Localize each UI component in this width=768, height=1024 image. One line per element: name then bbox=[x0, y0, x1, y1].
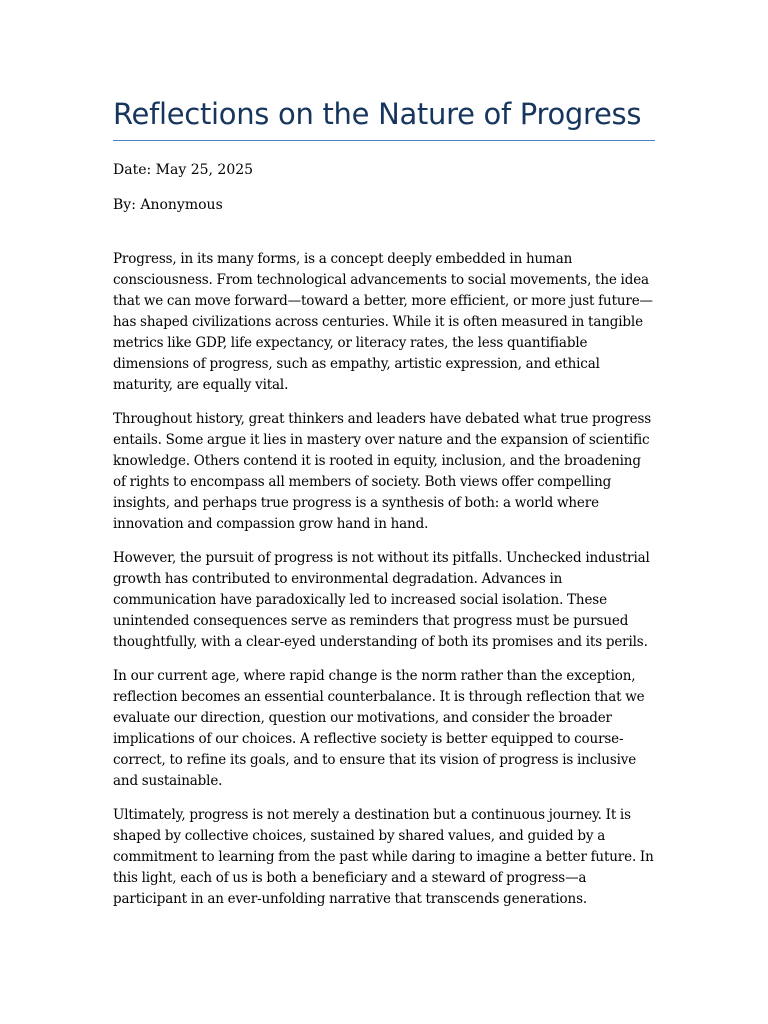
title-underline bbox=[113, 140, 655, 141]
paragraph: In our current age, where rapid change is the norm rather than the exception, reflection becomes an essential counterbalance. It is through reflection that we evaluate our direction, question our motivations, and consider the broader implications of our choices. A reflective society is better equipped to course-correct, to refine its goals, and to ensure that its vision of progress is inclusive and sustainable. bbox=[113, 668, 645, 789]
document-page bbox=[113, 96, 656, 923]
date-line: Date: May 25, 2025 bbox=[113, 162, 254, 178]
paragraph: Progress, in its many forms, is a concept deeply embedded in human consciousness. From technological advancements to social movements, the idea that we can move forward—toward a better, more efficient, or more just future—has shaped civilizations across centuries. While it is often measured in tangible metrics like GDP, life expectancy, or literacy rates, the less quantifiable dimensions of progress, such as empathy, artistic expression, and ethical maturity, are equally vital. bbox=[113, 251, 653, 393]
document-body bbox=[113, 249, 656, 910]
paragraph: Ultimately, progress is not merely a destination but a continuous journey. It is shaped by collective choices, sustained by shared values, and guided by a commitment to learning from the past while daring to imagine a better future. In this light, each of us is both a beneficiary and a steward of progress—a participant in an ever-unfolding narrative that transcends generations. bbox=[113, 807, 654, 907]
author-line: By: Anonymous bbox=[113, 197, 223, 213]
paragraph: Throughout history, great thinkers and leaders have debated what true progress entails. Some argue it lies in mastery over nature and the expansion of scientific knowledge. Others contend it is rooted in equity, inclusion, and the broadening of rights to encompass all members of society. Both views offer compelling insights, and perhaps true progress is a synthesis of both: a world where innovation and compassion grow hand in hand. bbox=[113, 411, 652, 532]
page-title: Reflections on the Nature of Progress bbox=[113, 97, 642, 131]
paragraph: However, the pursuit of progress is not without its pitfalls. Unchecked industrial growth has contributed to environmental degradation. Advances in communication have paradoxically led to increased social isolation. These unintended consequences serve as reminders that progress must be pursued thoughtfully, with a clear-eyed understanding of both its promises and its perils. bbox=[113, 550, 650, 650]
